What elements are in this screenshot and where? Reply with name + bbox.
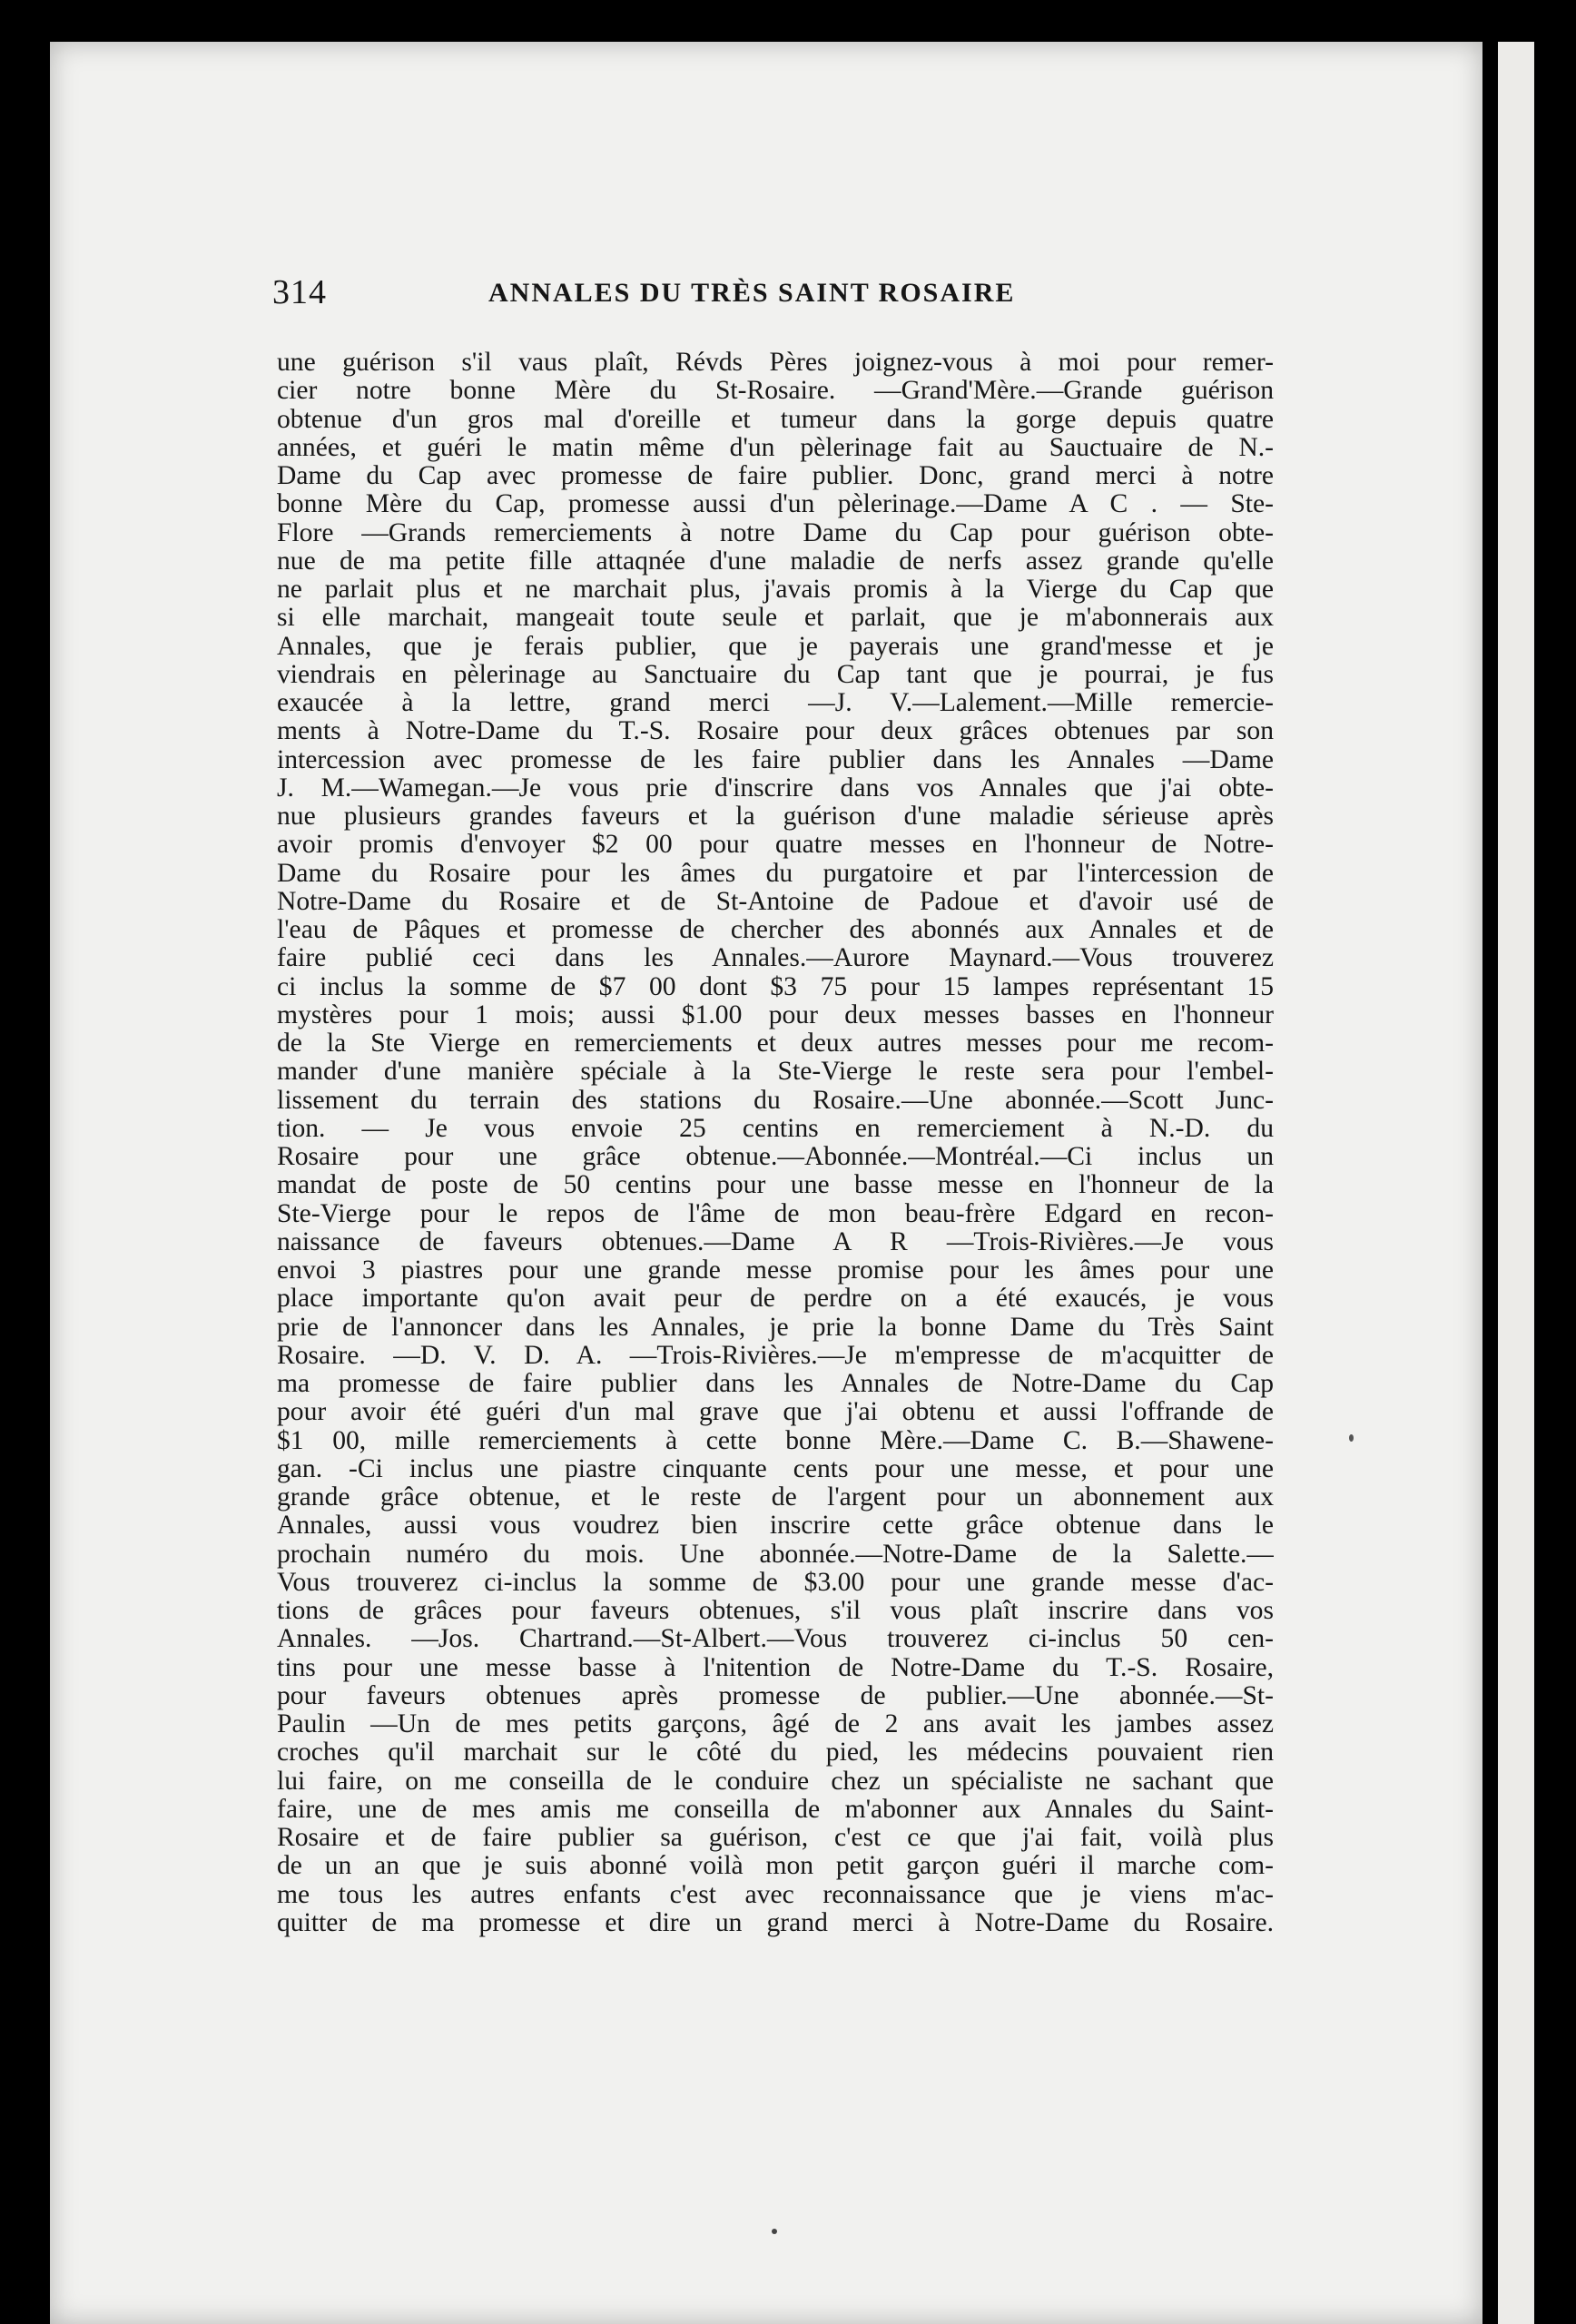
text-line: mandat de poste de 50 centins pour une basse messe en l'honneur de la (277, 1171, 1274, 1200)
text-line: de un an que je suis abonné voilà mon petit garçon guéri il marche com- (277, 1852, 1274, 1881)
facing-page-edge (1498, 42, 1534, 2324)
text-line: place importante qu'on avait peur de perdre on a été exaucés, je vous (277, 1285, 1274, 1314)
text-line: pour avoir été guéri d'un mal grave que j'ai obtenu et aussi l'offrande de (277, 1398, 1274, 1427)
text-line: Dame du Rosaire pour les âmes du purgatoire et par l'intercession de (277, 859, 1274, 888)
text-line: $1 00, mille remerciements à cette bonne Mère.—Dame C. B.—Shawene- (277, 1426, 1274, 1455)
text-line: Rosaire pour une grâce obtenue.—Abonnée.—Montréal.—Ci inclus un (277, 1143, 1274, 1171)
text-line: une guérison s'il vaus plaît, Révds Pères joignez-vous à moi pour remer- (277, 349, 1274, 377)
text-line: nue de ma petite fille attaqnée d'une maladie de nerfs assez grande qu'elle (277, 547, 1274, 576)
text-line: si elle marchait, mangeait toute seule et parlait, que je m'abonnerais aux (277, 604, 1274, 633)
text-line: Paulin —Un de mes petits garçons, âgé de 2 ans avait les jambes assez (277, 1710, 1274, 1738)
text-line: Notre-Dame du Rosaire et de St-Antoine de Padoue et d'avoir usé de (277, 887, 1274, 916)
text-line: Rosaire et de faire publier sa guérison, c'est ce que j'ai fait, voilà plus (277, 1824, 1274, 1852)
text-line: gan. -Ci inclus une piastre cinquante cents pour une messe, et pour une (277, 1454, 1274, 1483)
text-line: faire, une de mes amis me conseilla de m'abonner aux Annales du Saint- (277, 1795, 1274, 1824)
text-line: ci inclus la somme de $7 00 dont $3 75 pour 15 lampes représentant 15 (277, 972, 1274, 1001)
text-line: exaucée à la lettre, grand merci —J. V.—Lalement.—Mille remercie- (277, 689, 1274, 717)
text-line: l'eau de Pâques et promesse de chercher des abonnés aux Annales et de (277, 916, 1274, 944)
text-line: mystères pour 1 mois; aussi $1.00 pour deux messes basses en l'honneur (277, 1000, 1274, 1029)
text-line: tins pour une messe basse à l'nitention de Notre-Dame du T.-S. Rosaire, (277, 1653, 1274, 1682)
text-line: obtenue d'un gros mal d'oreille et tumeur dans la gorge depuis quatre (277, 405, 1274, 434)
text-line: naissance de faveurs obtenues.—Dame A R —Trois-Rivières.—Je vous (277, 1227, 1274, 1256)
text-line: tion. — Je vous envoie 25 centins en remerciement à N.-D. du (277, 1114, 1274, 1143)
text-line: ne parlait plus et ne marchait plus, j'avais promis à la Vierge du Cap que (277, 576, 1274, 604)
text-line: croches qu'il marchait sur le côté du pied, les médecins pouvaient rien (277, 1738, 1274, 1768)
text-line: grande grâce obtenue, et le reste de l'argent pour un abonnement aux (277, 1483, 1274, 1512)
text-line: lissement du terrain des stations du Rosaire.—Une abonnée.—Scott Junc- (277, 1086, 1274, 1115)
running-head (272, 272, 1271, 318)
text-line: Ste-Vierge pour le repos de l'âme de mon beau-frère Edgard en recon- (277, 1199, 1274, 1228)
text-line: années, et guéri le matin même d'un pèlerinage fait au Sauctuaire de N.- (277, 433, 1274, 462)
text-line: Dame du Cap avec promesse de faire publier. Donc, grand merci à notre (277, 462, 1274, 490)
text-line: Annales. —Jos. Chartrand.—St-Albert.—Vous trouverez ci-inclus 50 cen- (277, 1625, 1274, 1654)
text-line: faire publié ceci dans les Annales.—Aurore Maynard.—Vous trouverez (277, 944, 1274, 973)
journal-title: ANNALES DU TRÈS SAINT ROSAIRE (488, 278, 1016, 308)
text-line: me tous les autres enfants c'est avec reconnaissance que je viens m'ac- (277, 1880, 1274, 1909)
text-line: envoi 3 piastres pour une grande messe promise pour les âmes pour une (277, 1256, 1274, 1285)
text-line: prie de l'annoncer dans les Annales, je prie la bonne Dame du Très Saint (277, 1313, 1274, 1342)
text-line: cier notre bonne Mère du St-Rosaire. —Grand'Mère.—Grande guérison (277, 377, 1274, 406)
text-line: Flore —Grands remerciements à notre Dame du Cap pour guérison obte- (277, 518, 1274, 547)
text-line: Rosaire. —D. V. D. A. —Trois-Rivières.—Je m'empresse de m'acquitter de (277, 1341, 1274, 1370)
stray-ink-dot (772, 2229, 777, 2234)
text-line: pour faveurs obtenues après promesse de publier.—Une abonnée.—St- (277, 1681, 1274, 1710)
text-line: intercession avec promesse de les faire publier dans les Annales —Dame (277, 745, 1274, 774)
text-line: J. M.—Wamegan.—Je vous prie d'inscrire dans vos Annales que j'ai obte- (277, 773, 1274, 803)
text-line: nue plusieurs grandes faveurs et la guérison d'une maladie sérieuse après (277, 803, 1274, 831)
text-line: Annales, que je ferais publier, que je payerais une grand'messe et je (277, 632, 1274, 661)
text-line: avoir promis d'envoyer $2 00 pour quatre messes en l'honneur de Notre- (277, 831, 1274, 860)
page-number: 314 (272, 273, 327, 311)
text-line: ma promesse de faire publier dans les Annales de Notre-Dame du Cap (277, 1370, 1274, 1398)
body-text (277, 349, 1274, 1937)
text-line: ments à Notre-Dame du T.-S. Rosaire pour deux grâces obtenues par son (277, 717, 1274, 746)
text-line: tions de grâces pour faveurs obtenues, s'il vous plaît inscrire dans vos (277, 1597, 1274, 1625)
stray-ink-mark (1349, 1434, 1354, 1442)
text-line: Annales, aussi vous voudrez bien inscrire cette grâce obtenue dans le (277, 1512, 1274, 1541)
text-line: viendrais en pèlerinage au Sanctuaire du Cap tant que je pourrai, je fus (277, 660, 1274, 689)
text-line: Vous trouverez ci-inclus la somme de $3.00 pour une grande messe d'ac- (277, 1568, 1274, 1597)
text-line: quitter de ma promesse et dire un grand merci à Notre-Dame du Rosaire. (277, 1908, 1274, 1937)
text-line: prochain numéro du mois. Une abonnée.—Notre-Dame de la Salette.— (277, 1540, 1274, 1569)
text-line: bonne Mère du Cap, promesse aussi d'un pèlerinage.—Dame A C . — Ste- (277, 490, 1274, 519)
text-line: mander d'une manière spéciale à la Ste-Vierge le reste sera pour l'embel- (277, 1058, 1274, 1087)
text-line: lui faire, on me conseilla de le conduire chez un spécialiste ne sachant que (277, 1767, 1274, 1796)
text-line: de la Ste Vierge en remerciements et deux autres messes pour me recom- (277, 1029, 1274, 1058)
